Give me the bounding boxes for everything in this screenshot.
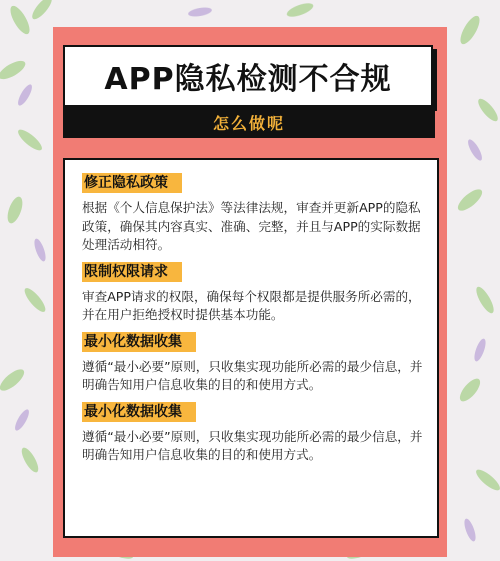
title-box bbox=[63, 45, 433, 107]
section-body: 遵循“最小必要”原则，只收集实现功能所必需的最少信息，并明确告知用户信息收集的目的和使用方式。 bbox=[82, 428, 423, 462]
subtitle-bar bbox=[63, 106, 435, 138]
section-minimize-data-2 bbox=[82, 401, 423, 465]
section-heading: 修正隐私政策 bbox=[82, 173, 182, 193]
section-fix-privacy-policy bbox=[82, 172, 423, 255]
section-body: 审查APP请求的权限，确保每个权限都是提供服务所必需的，并在用户拒绝授权时提供基本功能。 bbox=[82, 288, 421, 322]
content-card bbox=[63, 158, 439, 538]
section-heading: 限制权限请求 bbox=[82, 262, 182, 282]
section-minimize-data-1 bbox=[82, 331, 423, 395]
section-heading: 最小化数据收集 bbox=[82, 402, 196, 422]
page-title: APP隐私检测不合规 bbox=[104, 62, 392, 97]
section-limit-permissions bbox=[82, 261, 423, 325]
section-body: 根据《个人信息保护法》等法律法规，审查并更新APP的隐私政策，确保其内容真实、准确、完整，并且与APP的实际数据处理活动相符。 bbox=[82, 200, 421, 252]
section-heading: 最小化数据收集 bbox=[82, 332, 196, 352]
page-subtitle: 怎么做呢 bbox=[212, 113, 285, 133]
section-body: 遵循“最小必要”原则，只收集实现功能所必需的最少信息，并明确告知用户信息收集的目的和使用方式。 bbox=[82, 358, 423, 392]
